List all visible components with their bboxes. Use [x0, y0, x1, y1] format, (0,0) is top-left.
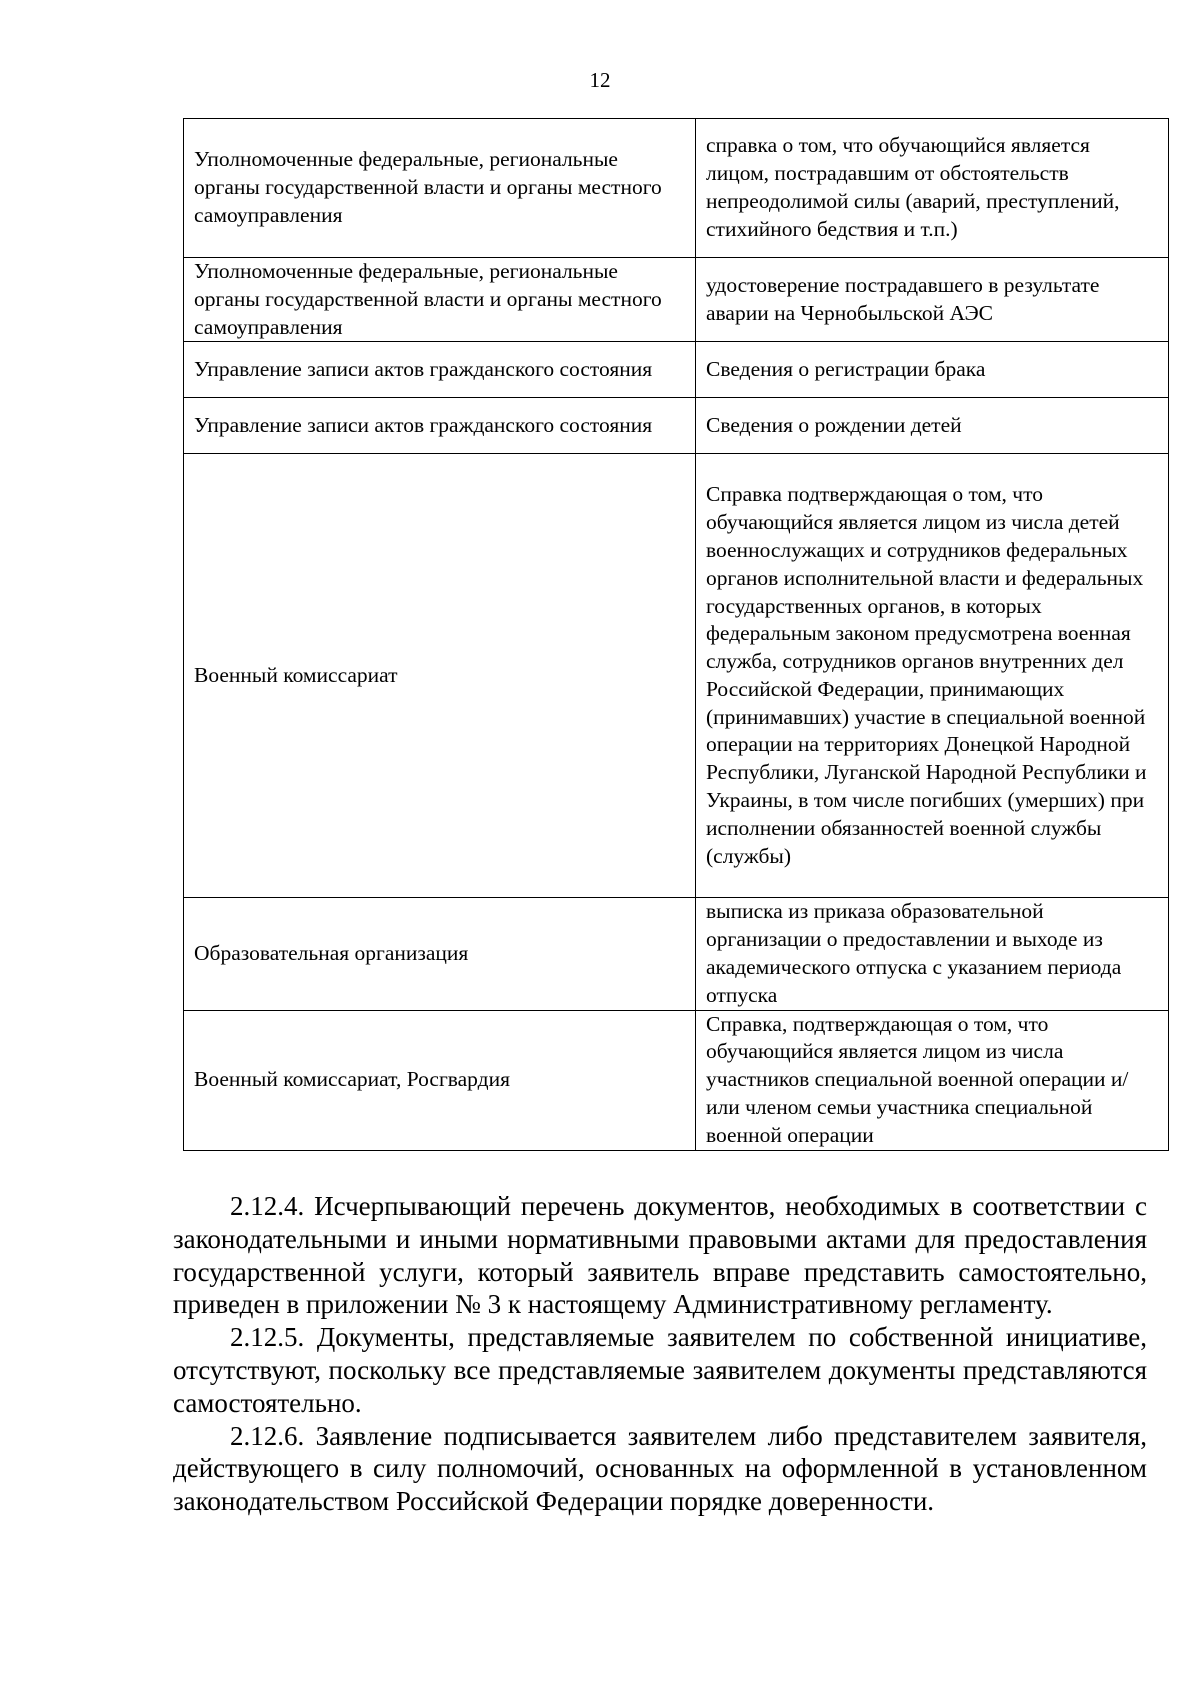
table-row: [184, 119, 1169, 258]
table-row: [184, 398, 1169, 454]
organization-cell: Образовательная организация: [184, 898, 696, 1010]
document-cell: Сведения о рождении детей: [696, 398, 1169, 454]
table-row: [184, 1010, 1169, 1150]
table-row: [184, 454, 1169, 898]
document-cell: Справка, подтверждающая о том, что обучающийся является лицом из числа участников специальной военной операции и/или членом семьи участника специальной военной операции: [696, 1010, 1169, 1150]
paragraph-2-12-5: 2.12.5. Документы, представляемые заявителем по собственной инициативе, отсутствуют, поскольку все представляемые заявителем документы представляются самостоятельно.: [173, 1322, 1147, 1418]
document-cell: Сведения о регистрации брака: [696, 342, 1169, 398]
document-cell: Справка подтверждающая о том, что обучающийся является лицом из числа детей военнослужащих и сотрудников федеральных органов исполнительной власти и федеральных государственных органов, в которых федеральным законом предусмотрена военная служба, сотрудников органов внутренних дел Российской Федерации, принимающих (принимавших) участие в специальной военной операции на территориях Донецкой Народной Республики, Луганской Народной Республики и Украины, в том числе погибших (умерших) при исполнении обязанностей военной службы (службы): [696, 454, 1169, 898]
table-row: [184, 342, 1169, 398]
document-cell: выписка из приказа образовательной организации о предоставлении и выходе из академического отпуска с указанием периода отпуска: [696, 898, 1169, 1010]
organization-cell: Управление записи актов гражданского состояния: [184, 342, 696, 398]
documents-table: [183, 118, 1169, 1151]
organization-cell: Уполномоченные федеральные, региональные органы государственной власти и органы местного самоуправления: [184, 119, 696, 258]
organization-cell: Военный комиссариат, Росгвардия: [184, 1010, 696, 1150]
organization-cell: Уполномоченные федеральные, региональные органы государственной власти и органы местного самоуправления: [184, 258, 696, 342]
document-cell: удостоверение пострадавшего в результате аварии на Чернобыльской АЭС: [696, 258, 1169, 342]
body-text: [173, 1190, 1147, 1518]
table-row: [184, 898, 1169, 1010]
page-number: 12: [589, 68, 611, 92]
organization-cell: Военный комиссариат: [184, 454, 696, 898]
organization-cell: Управление записи актов гражданского состояния: [184, 398, 696, 454]
table-row: [184, 258, 1169, 342]
paragraph-2-12-6: 2.12.6. Заявление подписывается заявителем либо представителем заявителя, действующего в силу полномочий, основанных на оформленной в установленном законодательством Российской Федерации порядке доверенности.: [173, 1420, 1147, 1517]
paragraph-2-12-4: 2.12.4. Исчерпывающий перечень документов, необходимых в соответствии с законодательными и иными нормативными правовыми актами для предоставления государственной услуги, который заявитель вправе представить самостоятельно, приведен в приложении № 3 к настоящему Административному регламенту.: [173, 1191, 1147, 1320]
document-cell: справка о том, что обучающийся является лицом, пострадавшим от обстоятельств непреодолимой силы (аварий, преступлений, стихийного бедствия и т.п.): [696, 119, 1169, 258]
